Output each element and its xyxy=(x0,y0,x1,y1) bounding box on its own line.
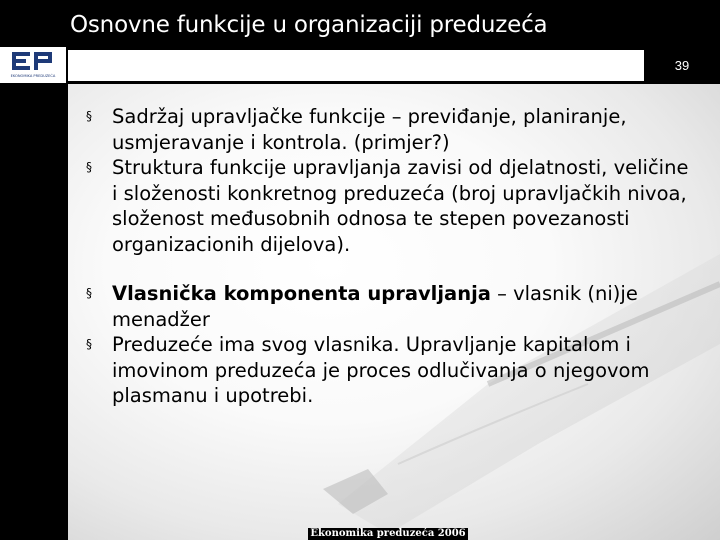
slide-bar xyxy=(68,50,644,81)
logo-subtext: EKONOMIKA PREDUZEĆA xyxy=(10,74,56,78)
content-area xyxy=(68,84,720,540)
bullet-item xyxy=(68,332,708,409)
bullet-list xyxy=(68,104,708,409)
bullet-item xyxy=(68,155,708,257)
footer xyxy=(308,528,468,540)
bullet-text: Sadržaj upravljačke funkcije – previđanje, planiranje, usmjeravanje i kontrola. (primjer?) xyxy=(112,105,627,154)
logo xyxy=(0,47,66,83)
ep-logo-icon xyxy=(10,50,56,80)
slide-number-box xyxy=(646,50,718,81)
title-bar xyxy=(66,0,720,47)
slide-number: 39 xyxy=(674,58,690,73)
bullet-marker-icon: § xyxy=(86,109,92,123)
footer-text: Ekonomika preduzeća 2006 xyxy=(310,528,466,539)
bullet-marker-icon: § xyxy=(86,337,92,351)
bullet-marker-icon: § xyxy=(86,286,92,300)
bullet-text: Preduzeće ima svog vlasnika. Upravljanje kapitalom i imovinom preduzeća je proces odlučivanja o njegovom plasmanu i upotrebi. xyxy=(112,333,650,407)
bullet-marker-icon: § xyxy=(86,160,92,174)
bullet-item xyxy=(68,281,708,332)
bullet-text: – vlasnik (ni)je menadžer xyxy=(112,282,638,331)
bullet-item xyxy=(68,104,708,155)
slide-title: Osnovne funkcije u organizaciji preduzeća xyxy=(70,12,548,38)
bullet-text: Struktura funkcije upravljanja zavisi od djelatnosti, veličine i složenosti konkretnog preduzeća (broj upravljačkih nivoa, složenost međusobnih odnosa te stepen povezanosti organizacionih dijelova). xyxy=(112,156,689,256)
bullet-text-bold: Vlasnička komponenta upravljanja xyxy=(112,282,491,305)
